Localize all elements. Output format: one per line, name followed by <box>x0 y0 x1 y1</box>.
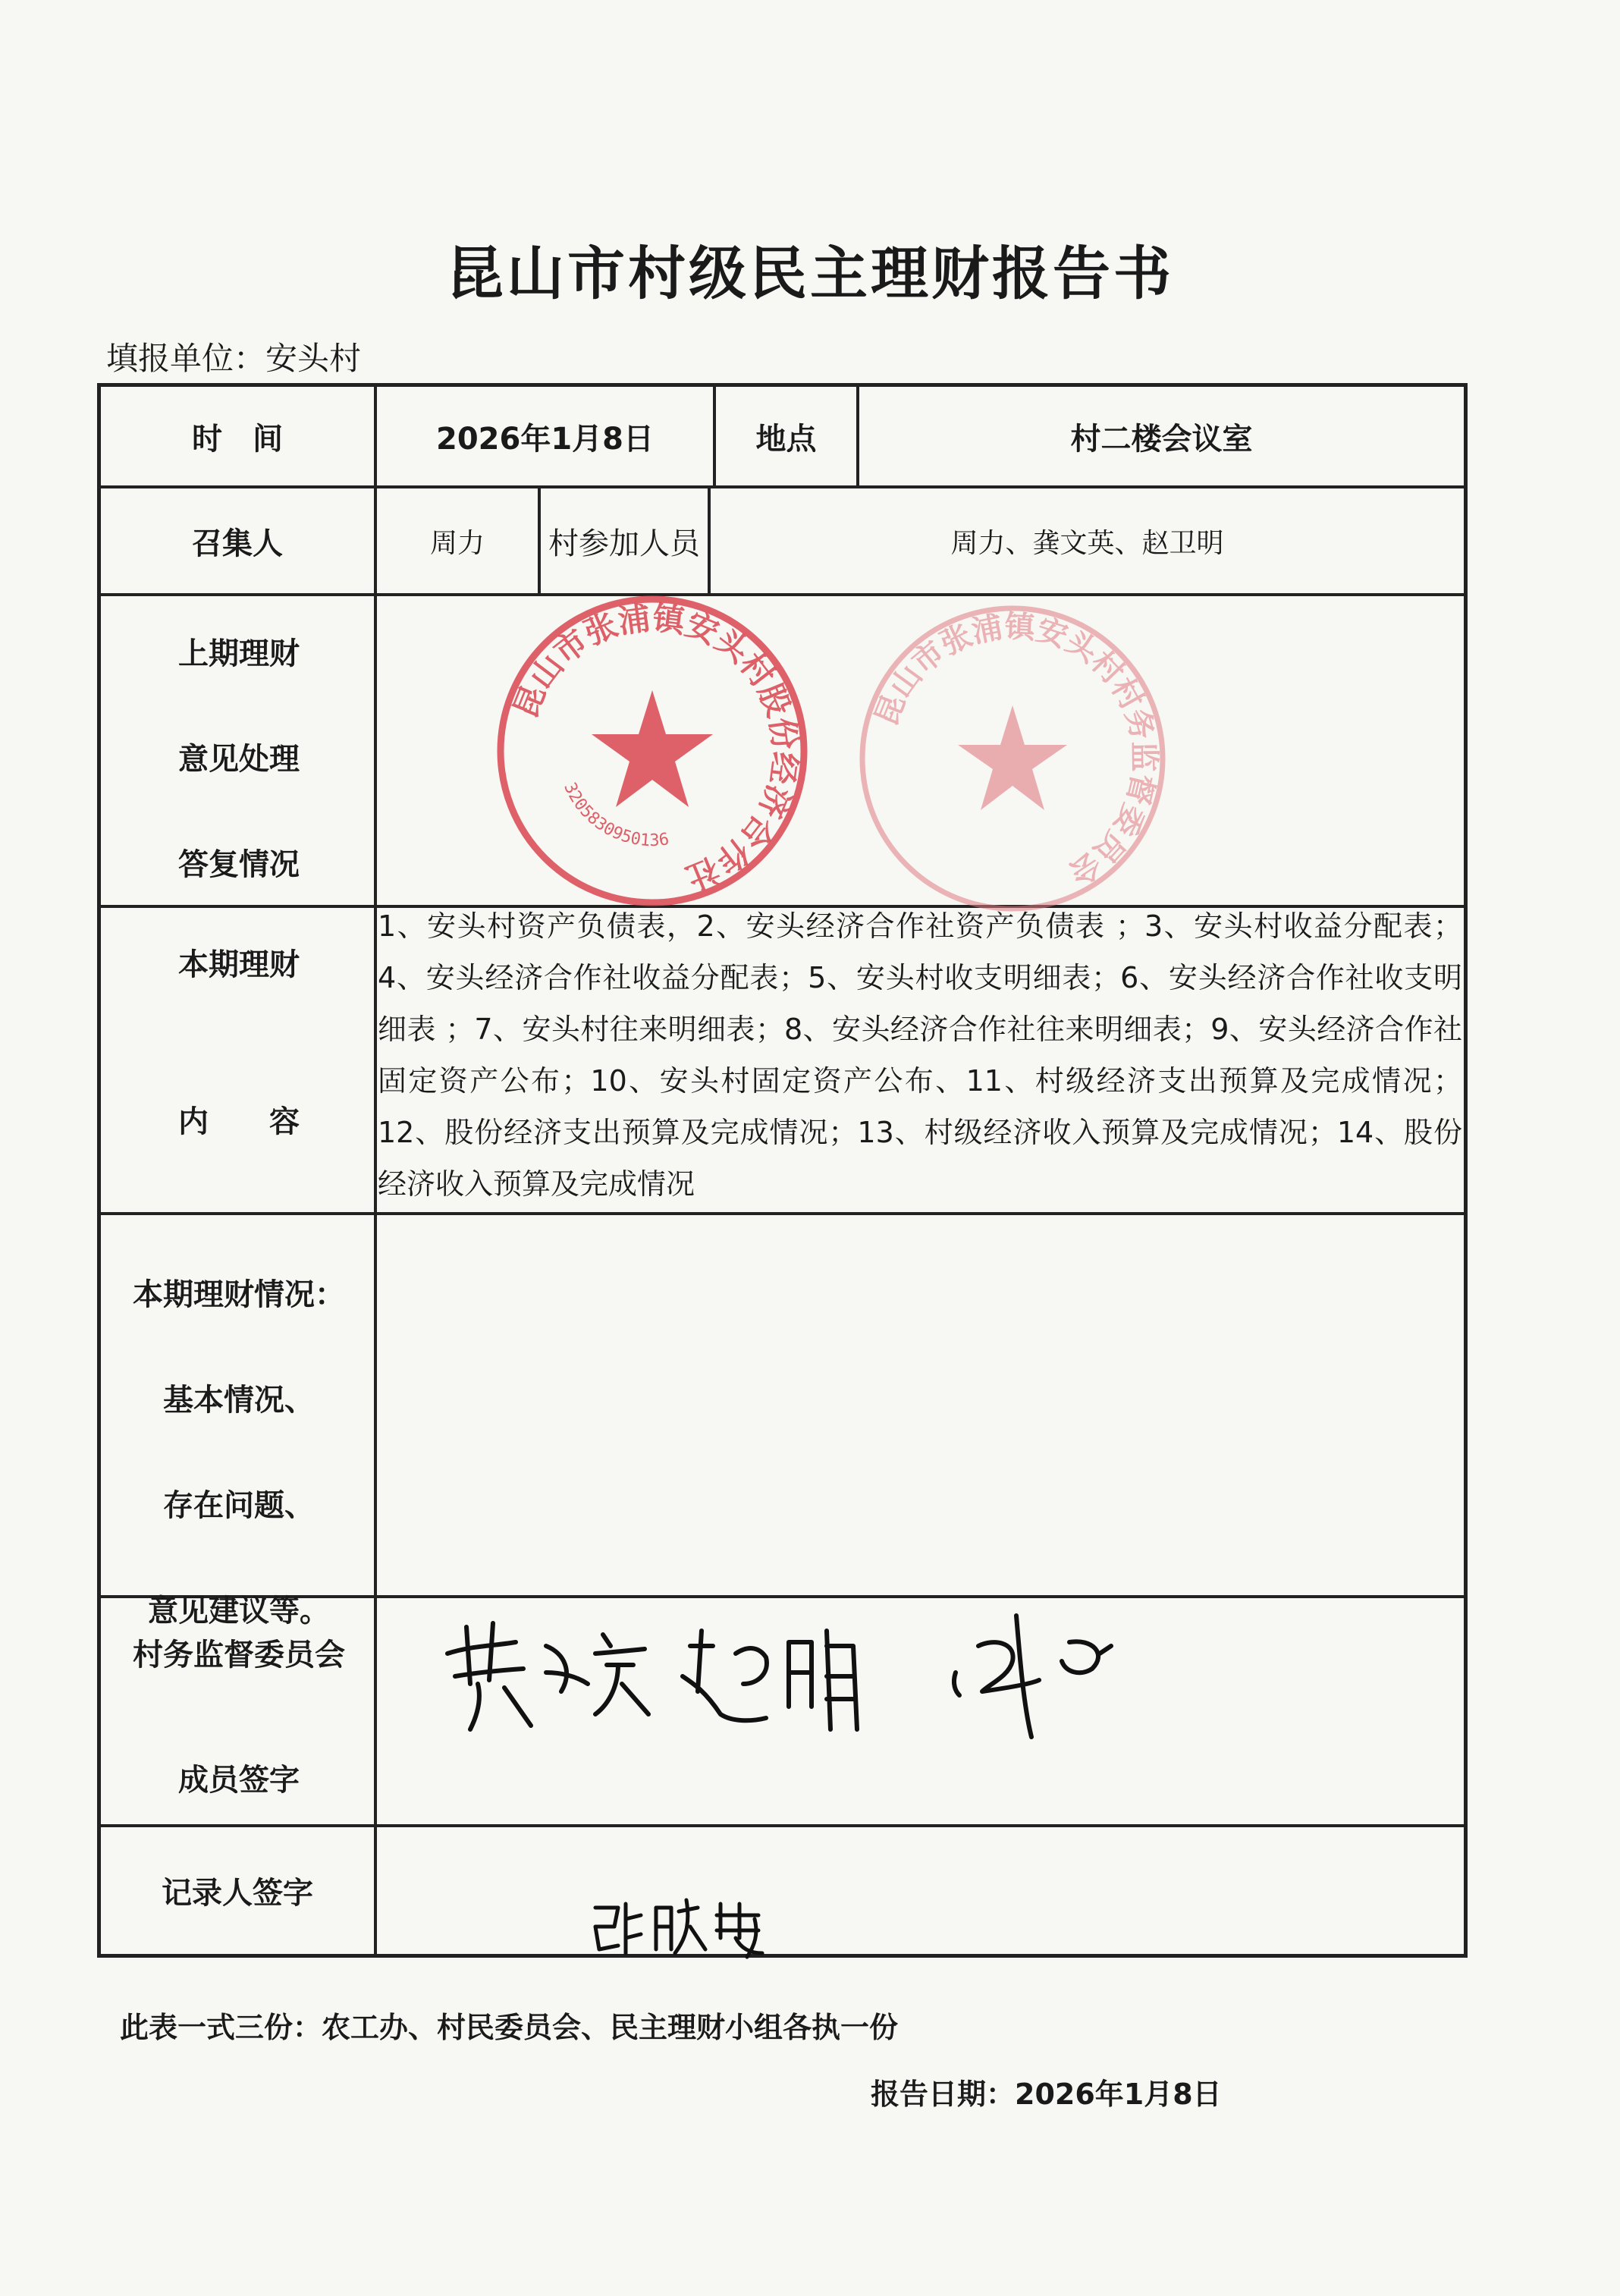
prev-opinion-label <box>101 630 377 884</box>
committee-signatures <box>432 1600 1191 1752</box>
label-line: 上期理财 <box>178 636 300 671</box>
participants-label: 村参加人员 <box>548 526 700 561</box>
convener-label: 召集人 <box>192 526 283 561</box>
place-label: 地点 <box>755 421 817 457</box>
recorder-label: 记录人签字 <box>162 1876 313 1911</box>
label-line: 答复情况 <box>178 847 300 882</box>
label-line: 基本情况、 <box>163 1383 315 1418</box>
label-line: 意见建议等。 <box>148 1594 330 1629</box>
cooperative-seal <box>493 592 812 910</box>
label-line: 本期理财情况： <box>133 1277 345 1312</box>
current-content-text: 1、安头村资产负债表，2、安头经济合作社资产负债表 ；3、安头村收益分配表；4、安头经济合作社收益分配表；5、安头村收支明细表；6、安头经济合作社收支明细表 ；7、安头村往来明细表；8、安头经济合作社往来明细表；9、安头经济合作社固定资产公布；10、安头村固定资产公布、11、村级经济支出预算及完成情况；12、股份经济支出预算及完成情况；13、村级经济收入预算及完成情况；14、股份经济收入预算及完成情况 <box>378 909 1462 1201</box>
document-title: 昆山市村级民主理财报告书 <box>446 240 1174 307</box>
copies-note: 此表一式三份：农工办、村民委员会、民主理财小组各执一份 <box>120 2011 899 2044</box>
participants-value: 周力、龚文英、赵卫明 <box>950 527 1224 559</box>
label-line: 本期理财 <box>178 947 300 982</box>
seal-text: 昆山市张浦镇安头村村务监督委员会 <box>868 609 1162 891</box>
label-line: 存在问题、 <box>163 1488 315 1523</box>
current-content-label <box>101 941 377 1141</box>
label-line: 成员签字 <box>178 1763 300 1798</box>
place-value: 村二楼会议室 <box>1070 421 1253 457</box>
reporting-unit: 填报单位：安头村 <box>106 340 362 377</box>
supervision-seal <box>853 599 1172 918</box>
svg-text:3205830950136 <box>560 780 670 850</box>
convener-value: 周力 <box>429 527 485 559</box>
situation-label <box>101 1270 377 1630</box>
recorder-signature <box>584 1892 781 1961</box>
seal-text: 昆山市张浦镇安头村股份经济合作社 <box>506 598 805 897</box>
label-line: 内 容 <box>178 1104 300 1139</box>
label-line: 意见处理 <box>178 742 300 777</box>
report-date: 报告日期：2026年1月8日 <box>871 2078 1222 2111</box>
label-line: 村务监督委员会 <box>133 1638 345 1673</box>
time-label: 时 间 <box>192 421 283 457</box>
divider <box>101 1212 1464 1215</box>
time-value: 2026年1月8日 <box>436 421 654 457</box>
supervision-label <box>101 1631 377 1799</box>
seal-code: 3205830950136 <box>560 780 670 851</box>
